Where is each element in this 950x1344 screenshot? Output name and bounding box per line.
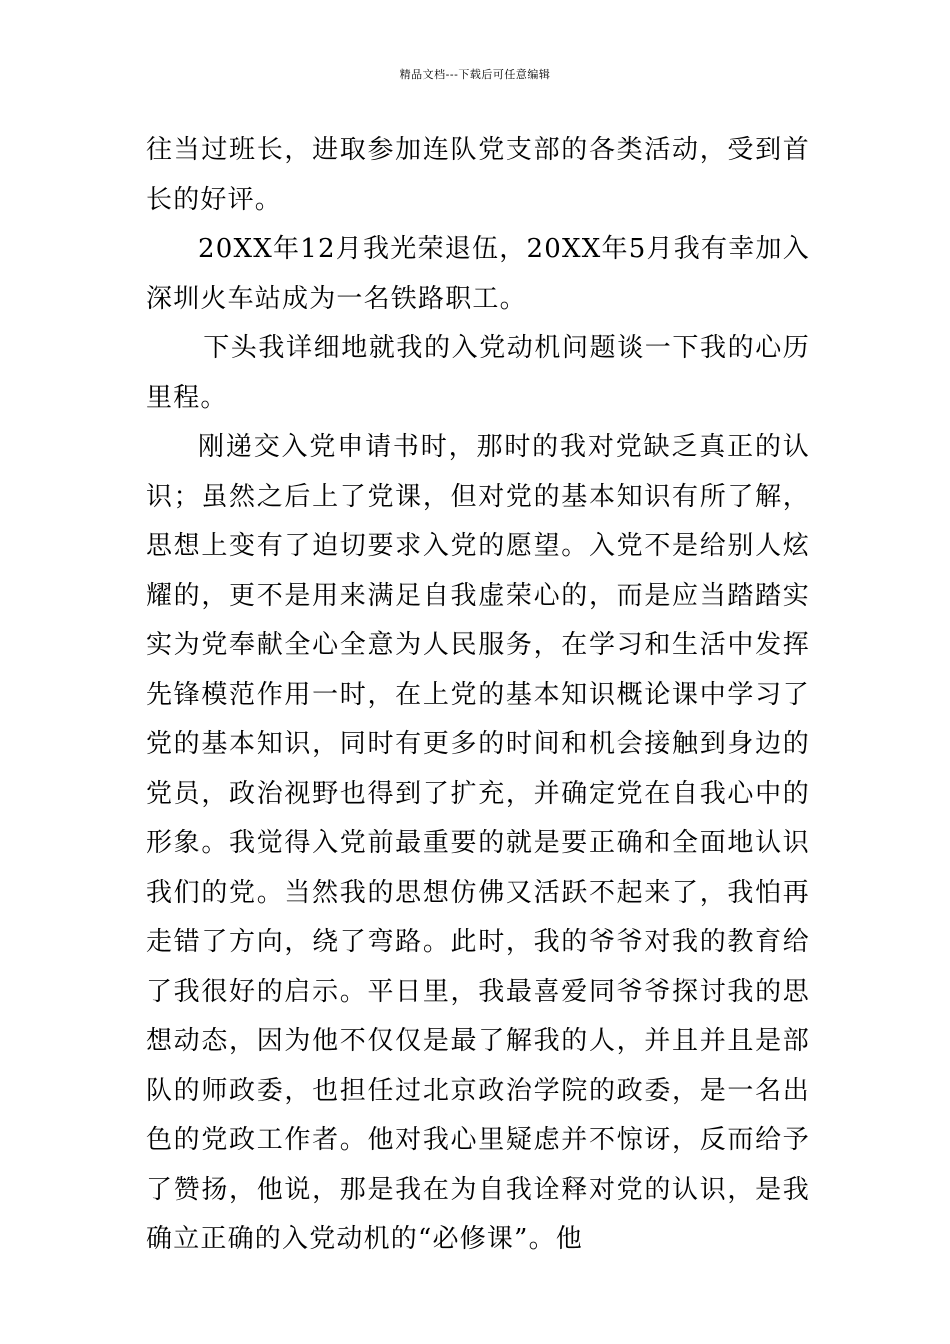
paragraph: 下头我详细地就我的入党动机问题谈一下我的心历里程。 xyxy=(146,333,810,413)
page-header: 精品文档---下载后可任意编辑 xyxy=(399,68,551,81)
document-body xyxy=(146,126,810,1265)
paragraph: 刚递交入党申请书时，那时的我对党缺乏真正的认识；虽然之后上了党课，但对党的基本知识有所了解，思想上变有了迫切要求入党的愿望。入党不是给别人炫耀的，更不是用来满足自我虚荣心的，而是应当踏踏实实为党奉献全心全意为人民服务，在学习和生活中发挥先锋模范作用一时，在上党的基本知识概论课中学习了党的基本知识，同时有更多的时间和机会接触到身边的党员，政治视野也得到了扩充，并确定党在自我心中的形象。我觉得入党前最重要的就是要正确和全面地认识我们的党。当然我的思想仿佛又活跃不起来了，我怕再走错了方向，绕了弯路。此时，我的爷爷对我的教育给了我很好的启示。平日里，我最喜爱同爷爷探讨我的思想动态，因为他不仅仅是最了解我的人，并且并且是部队的师政委，也担任过北京政治学院的政委，是一名出色的党政工作者。他对我心里疑虑并不惊讶，反而给予了赞扬，他说，那是我在为自我诠释对党的认识，是我确立正确的入党动机的“必修课”。他 xyxy=(146,432,810,1254)
paragraph: 20XX年12月我光荣退伍，20XX年5月我有幸加入深圳火车站成为一名铁路职工。 xyxy=(146,234,810,314)
paragraph: 往当过班长，进取参加连队党支部的各类活动，受到首长的好评。 xyxy=(146,135,810,215)
